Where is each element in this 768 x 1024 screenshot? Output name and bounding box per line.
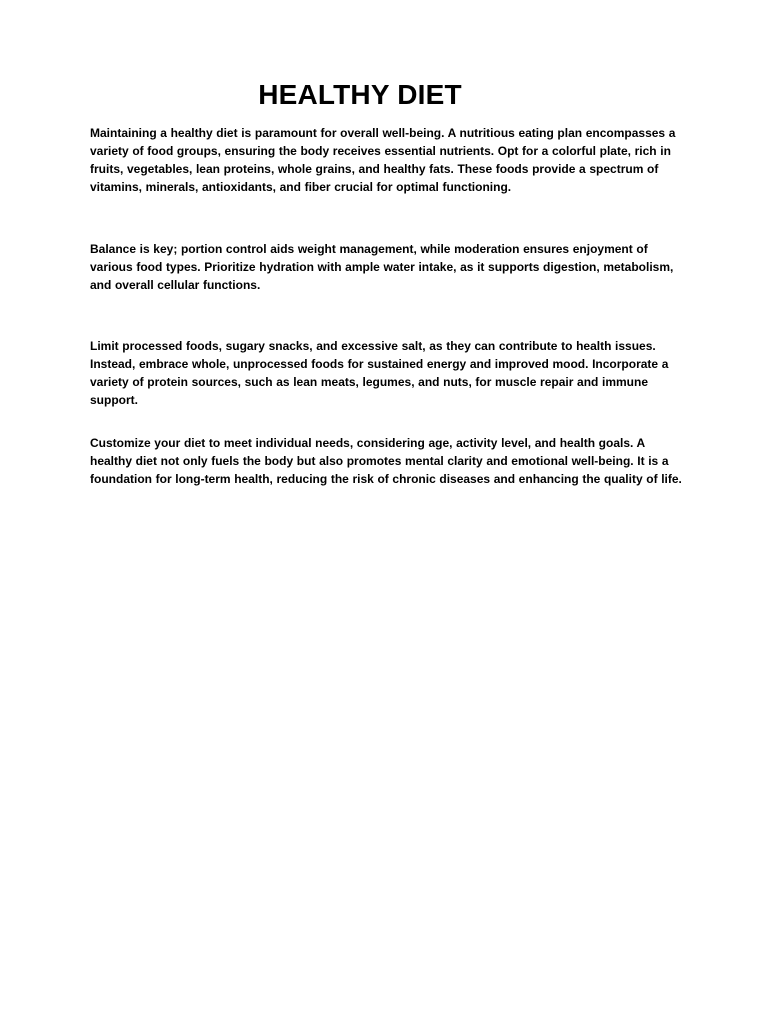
paragraph-2: Balance is key; portion control aids weight management, while moderation ensures enjoyment of various food types. Prioritize hydration with ample water intake, as it supports digestion, metabolism, and overall cellular functions. — [90, 242, 674, 292]
paragraph-1: Maintaining a healthy diet is paramount for overall well-being. A nutritious eating plan encompasses a variety of food groups, ensuring the body receives essential nutrients. Opt for a colorful plate, rich in fruits, vegetables, lean proteins, whole grains, and healthy fats. These foods provide a spectrum of vitamins, minerals, antioxidants, and fiber crucial for optimal functioning. — [90, 126, 676, 194]
paragraph-4: Customize your diet to meet individual needs, considering age, activity level, and health goals. A healthy diet not only fuels the body but also promotes mental clarity and emotional well-being. It is a foundation for long-term health, reducing the risk of chronic diseases and enhancing the quality of life. — [90, 436, 682, 486]
paragraph-3: Limit processed foods, sugary snacks, and excessive salt, as they can contribute to health issues. Instead, embrace whole, unprocessed foods for sustained energy and improved mood. Incorporate a variety of protein sources, such as lean meats, legumes, and nuts, for muscle repair and immune support. — [90, 339, 669, 407]
document-title: HEALTHY DIET — [258, 79, 462, 110]
